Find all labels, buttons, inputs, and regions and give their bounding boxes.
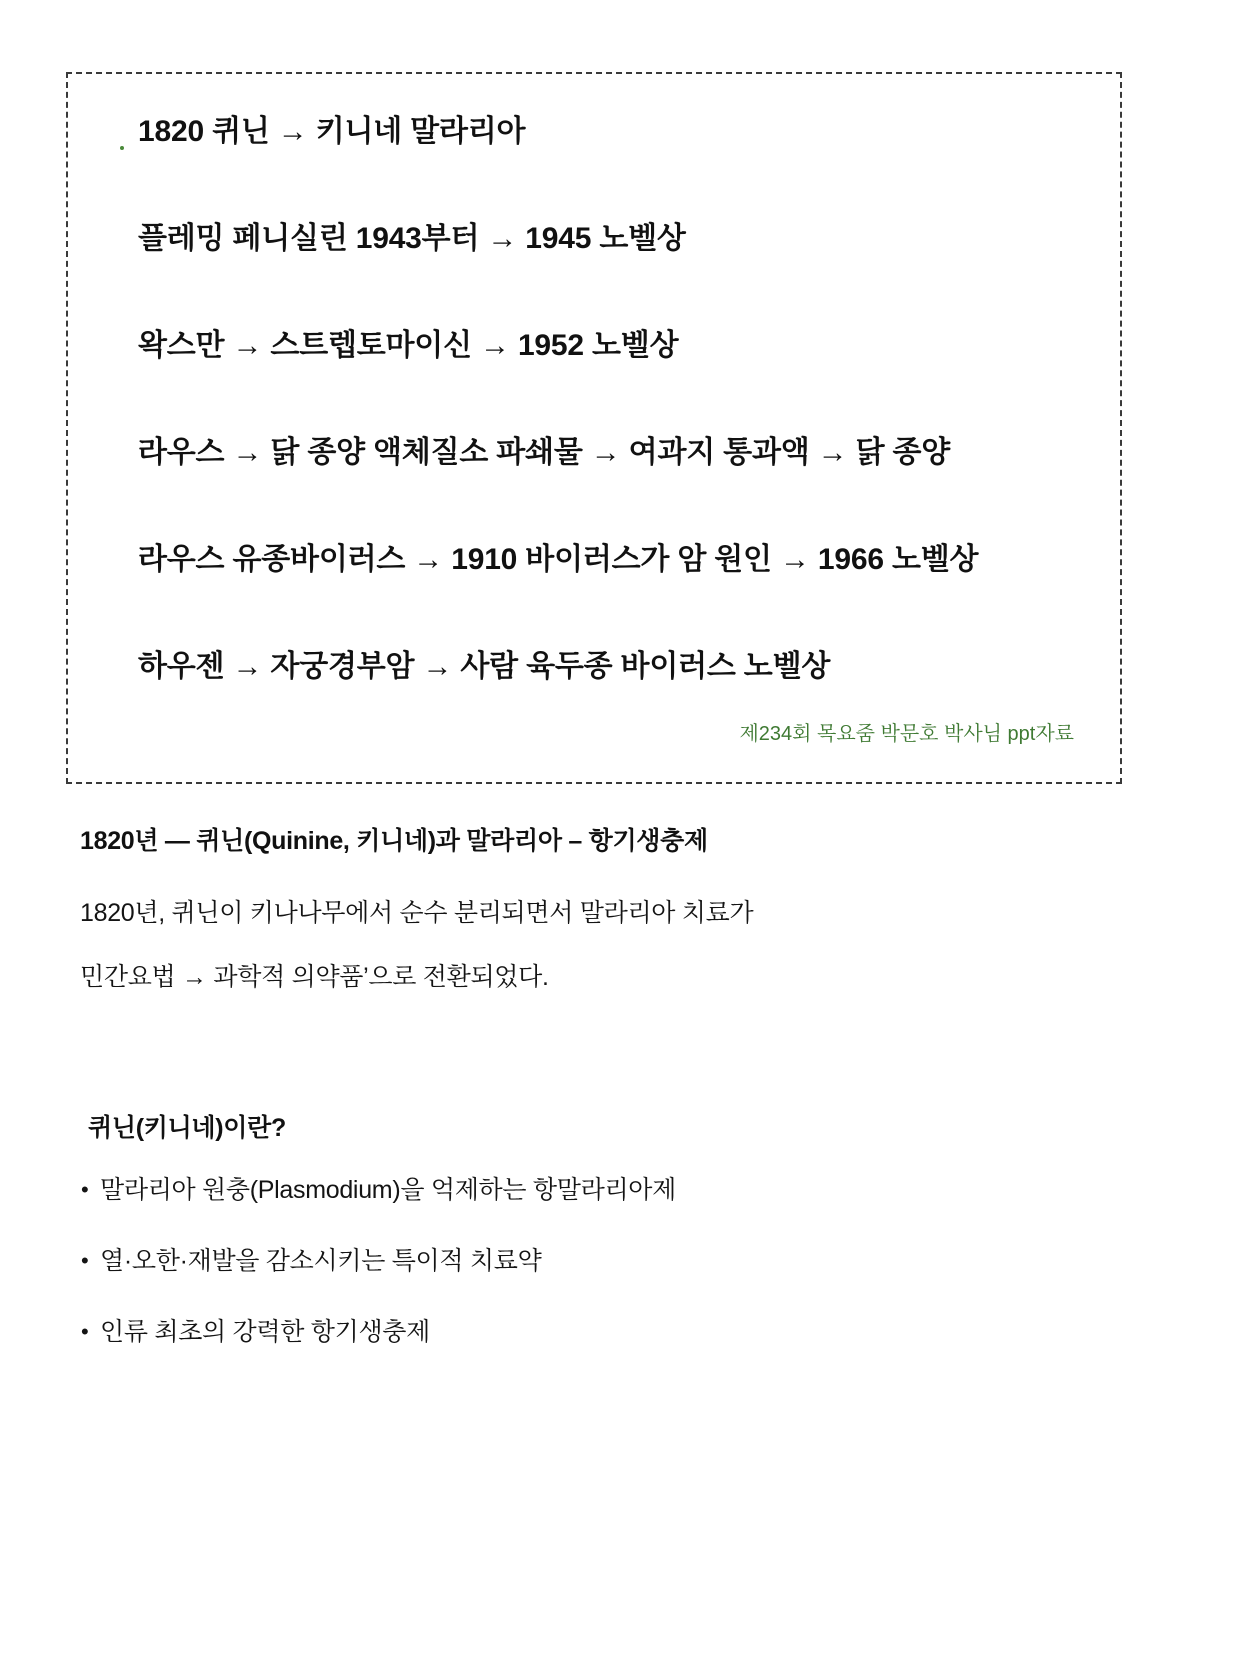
section-title: 1820년 — 퀴닌(Quinine, 키니네)과 말라리아 – 항기생충제 [80,827,708,855]
slide-line-6: 하우젠 → 자궁경부암 → 사람 육두종 바이러스 노벨상 [138,650,831,683]
slide-credit: 제234회 목요줌 박문호 박사님 ppt자료 [739,723,1074,745]
slide-line-4: 라우스 → 닭 종양 액체질소 파쇄물 → 여과지 통과액 → 닭 종양 [138,436,951,469]
slide-content [68,74,1120,782]
article-body [80,826,1180,1345]
list-item: • 말라리아 원충(Plasmodium)을 억제하는 항말라리아제 [80,1178,1180,1203]
bullet-list [80,1178,1180,1345]
list-item: • 열·오한·재발을 감소시키는 특이적 치료약 [80,1249,1180,1274]
list-item: • 인류 최초의 강력한 항기생충제 [80,1320,1180,1345]
slide-line-3: 왁스만 → 스트렙토마이신 → 1952 노벨상 [138,329,679,362]
intro-paragraph [80,901,1180,990]
slide-line-2: 플레밍 페니실린 1943부터 → 1945 노벨상 [138,222,686,255]
slide-image-frame [66,72,1122,784]
slide-line-1: 1820 퀴닌 → 키니네 말라리아 [138,115,526,148]
intro-paragraph-line2: 민간요법 → 과학적 의약품’으로 전환되었다. [80,963,549,992]
intro-paragraph-line1: 1820년, 퀴닌이 키나나무에서 순수 분리되면서 말라리아 치료가 [80,899,754,928]
subsection-title: 퀴닌(키니네)이란? [88,1114,286,1143]
slide-line-5: 라우스 유종바이러스 → 1910 바이러스가 암 원인 → 1966 노벨상 [138,543,979,576]
